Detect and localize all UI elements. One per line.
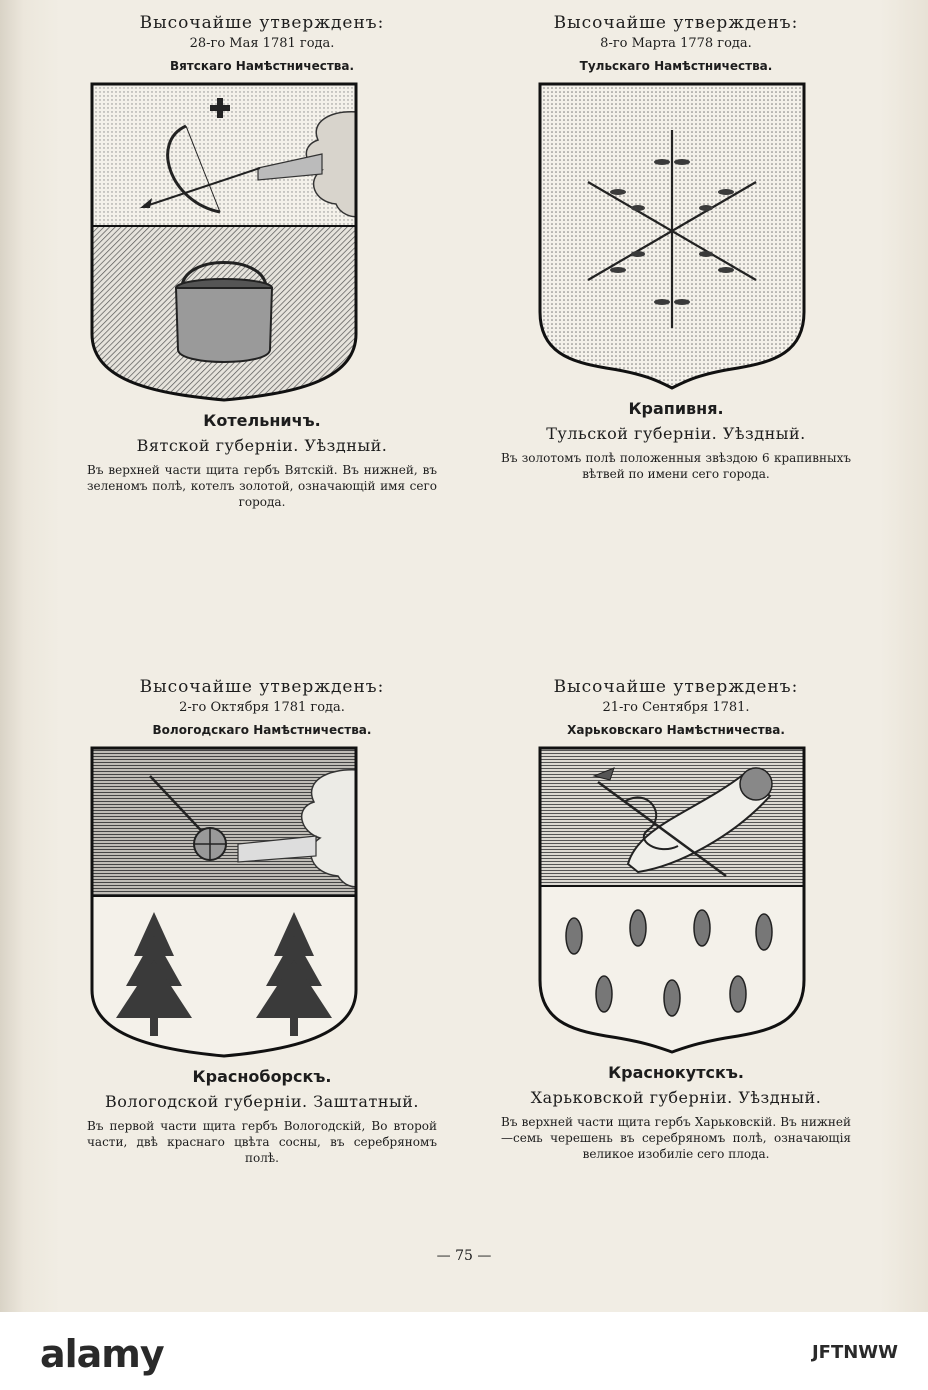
page-number: — 75 —: [436, 1248, 492, 1264]
governorship-name: Вологодскаго Намѣстничества.: [152, 723, 372, 737]
province-status: Харьковской губерніи. Уѣздный.: [530, 1088, 822, 1107]
coat-of-arms-entry-krapivna: [466, 12, 886, 482]
krapivna-shield-image: [538, 82, 806, 392]
city-name: Краснокутскъ.: [608, 1063, 744, 1082]
approval-heading: Высочайше утвержденъ:: [553, 13, 799, 33]
city-name: Котельничъ.: [203, 411, 321, 430]
arms-description: Въ золотомъ полѣ положенныя звѣздою 6 крапивныхъ вѣтвей по имени сего города.: [501, 451, 851, 481]
krasnokutsk-shield-image: [538, 746, 806, 1056]
coat-of-arms-entry-krasnokutsk: [466, 676, 886, 1162]
krasnoborsk-shield-image: [90, 746, 358, 1060]
province-status: Вологодской губерніи. Заштатный.: [105, 1092, 419, 1111]
arms-description: Въ верхней части щита гербъ Вятскій. Въ нижней, въ зеленомъ полѣ, котелъ золотой, означающій имя сего города.: [87, 463, 437, 509]
kotelnich-shield-image: [90, 82, 358, 404]
province-status: Тульской губерніи. Уѣздный.: [546, 424, 806, 443]
governorship-name: Вятскаго Намѣстничества.: [169, 59, 355, 73]
approval-date: 28-го Мая 1781 года.: [189, 36, 335, 51]
stock-image-id: JFTNWW: [811, 1342, 898, 1363]
province-status: Вятской губерніи. Уѣздный.: [136, 436, 388, 455]
coat-of-arms-entry-kotelnich: [52, 12, 472, 510]
governorship-name: Харьковскаго Намѣстничества.: [567, 723, 785, 737]
approval-date: 21-го Сентября 1781.: [602, 700, 750, 715]
approval-date: 2-го Октября 1781 года.: [179, 700, 345, 715]
city-name: Красноборскъ.: [192, 1067, 332, 1086]
stock-logo: alamy: [40, 1332, 164, 1376]
stock-photo-footer: [0, 1312, 928, 1390]
approval-heading: Высочайше утвержденъ:: [139, 13, 385, 33]
approval-heading: Высочайше утвержденъ:: [139, 677, 385, 697]
approval-date: 8-го Марта 1778 года.: [600, 36, 752, 51]
approval-heading: Высочайше утвержденъ:: [553, 677, 799, 697]
coat-of-arms-entry-krasnoborsk: [52, 676, 472, 1166]
city-name: Крапивня.: [628, 399, 724, 418]
governorship-name: Тульскаго Намѣстничества.: [579, 59, 773, 73]
arms-description: Въ первой части щита гербъ Вологодскій, Во второй части, двѣ краснаго цвѣта сосны, въ серебряномъ полѣ.: [87, 1119, 437, 1165]
arms-description: Въ верхней части щита гербъ Харьковскій. Въ нижней—семь черешень въ серебряномъ полѣ, означающія великое изобиліе сего плода.: [501, 1115, 851, 1161]
